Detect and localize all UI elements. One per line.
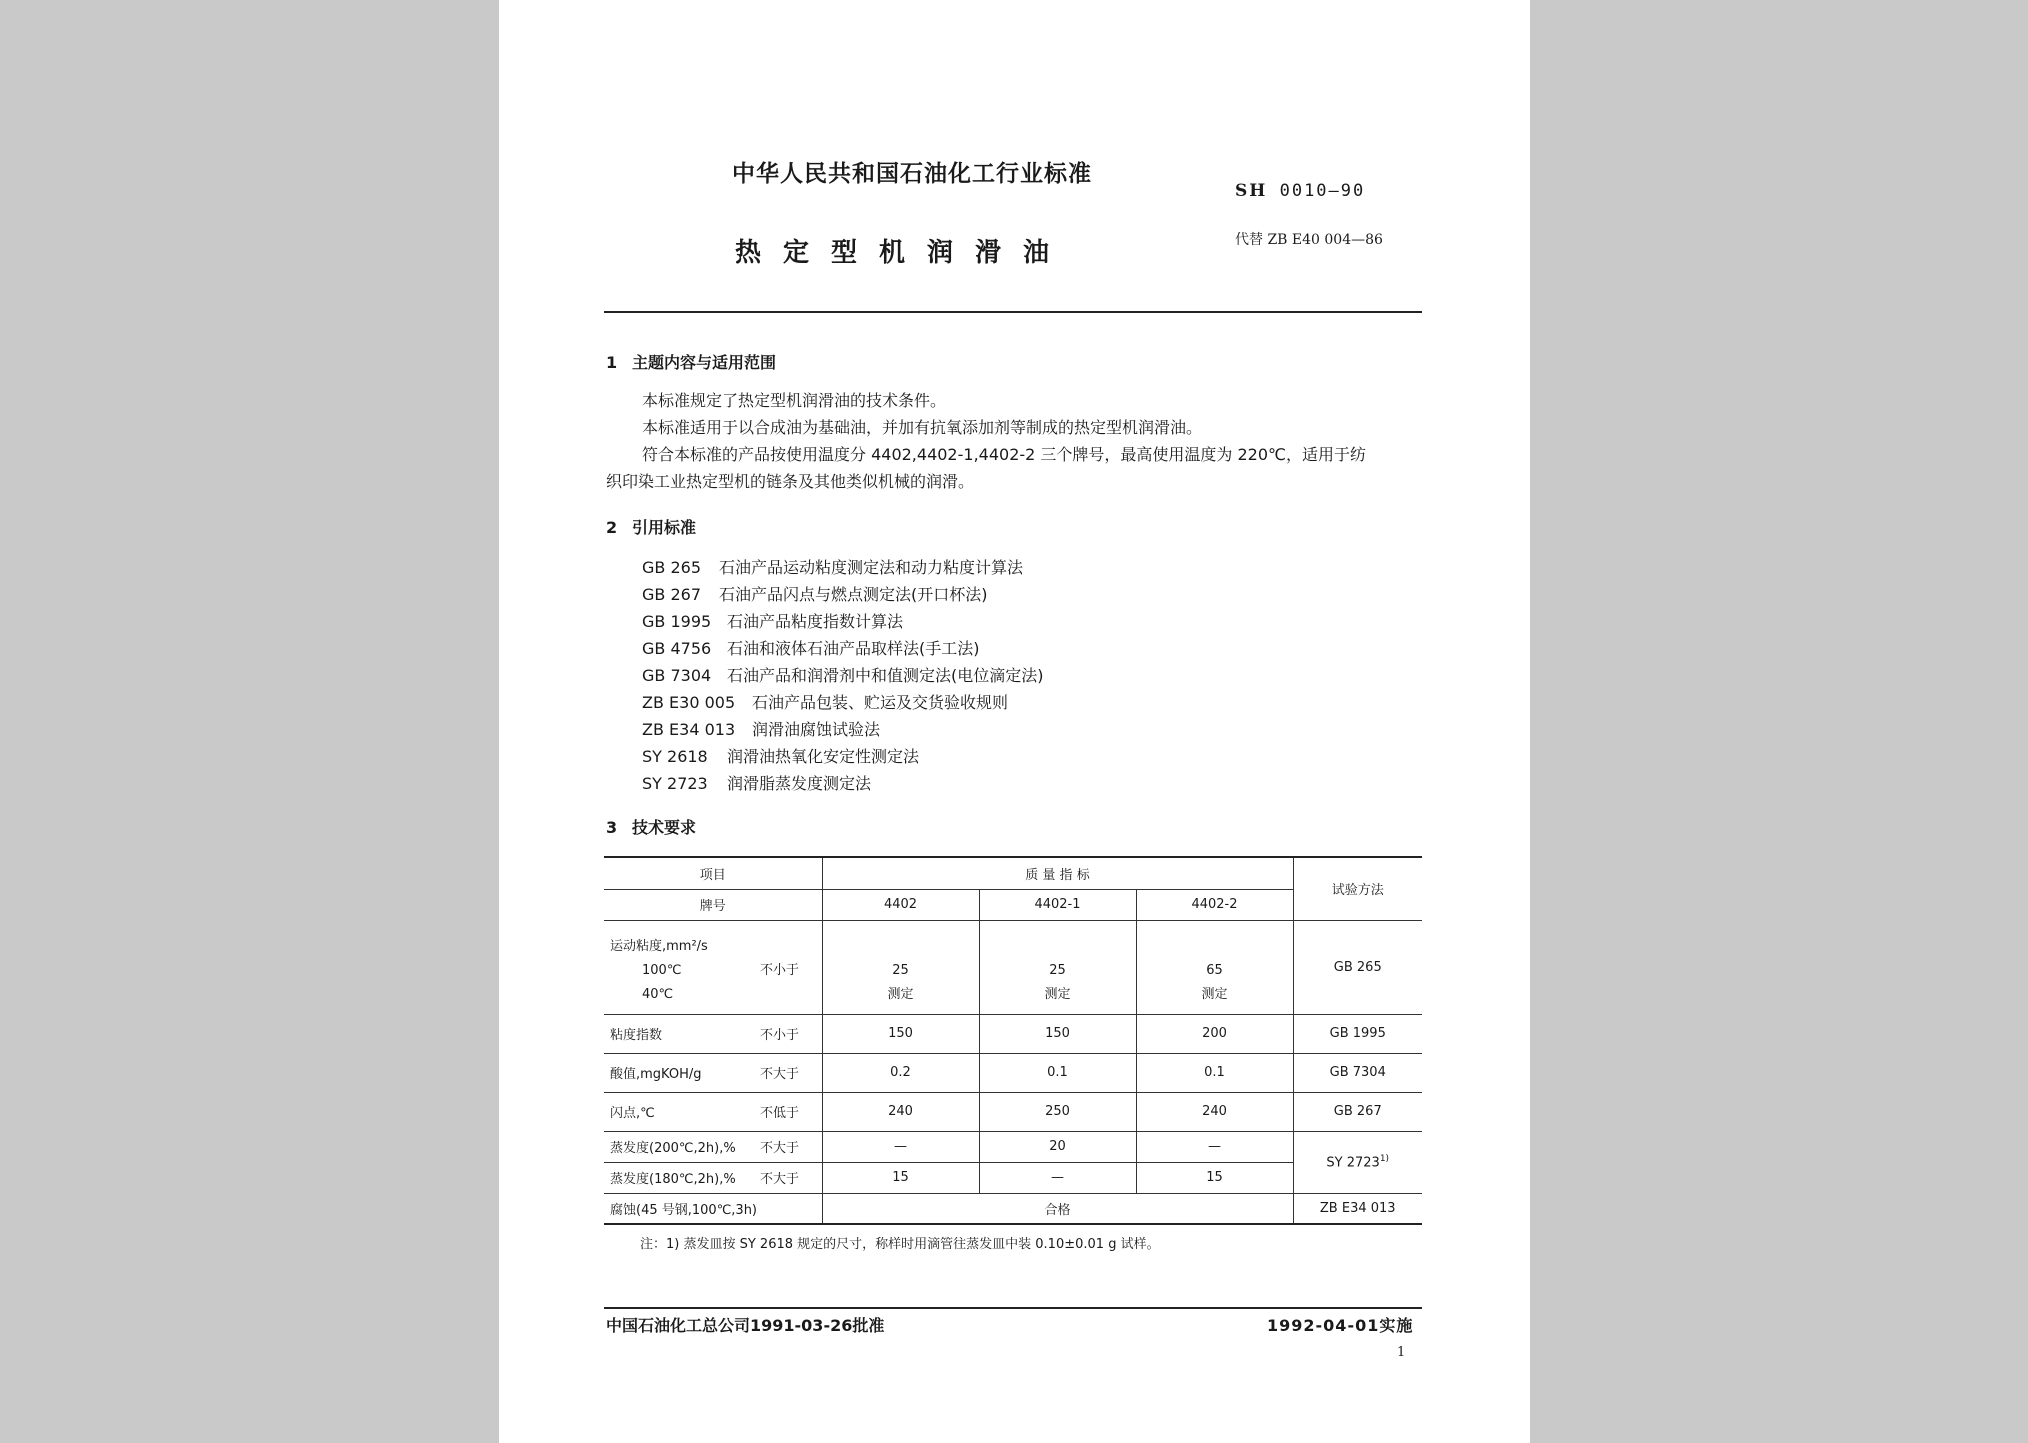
section-title: 技术要求 (632, 818, 697, 837)
method-cell: GB 267 (1293, 1092, 1422, 1131)
condition-label: 不小于 (760, 963, 800, 978)
table-footnote: 注：1) 蒸发皿按 SY 2618 规定的尺寸，称样时用滴管往蒸发皿中装 0.10±0.01 g 试样。 (640, 1237, 1160, 1252)
grade-cell: 4402-2 (1136, 889, 1293, 920)
reference-code: GB 265 (642, 558, 701, 577)
item-cell (604, 1053, 822, 1092)
document-page (499, 0, 1530, 1443)
value-cell: 合格 (822, 1193, 1293, 1224)
value: 65 (1206, 963, 1223, 978)
section-title: 引用标准 (632, 518, 697, 537)
item-label: 蒸发度(200℃,2h),% (610, 1141, 736, 1156)
condition-label: 不大于 (760, 1172, 800, 1187)
code-number: 0010—90 (1279, 181, 1366, 201)
value-cell: 250 (979, 1092, 1136, 1131)
technical-requirements-table (604, 856, 1422, 1225)
item-label: 运动粘度,mm²/s (610, 939, 708, 954)
header-item: 项目 (604, 857, 822, 889)
value-cell: 15 (1136, 1162, 1293, 1193)
reference-item (642, 555, 1023, 578)
value-cell: — (822, 1131, 979, 1162)
value-cell: 0.1 (979, 1053, 1136, 1092)
replaces-note: 代替 ZB E40 004—86 (1235, 232, 1383, 248)
table-row (604, 920, 1422, 1014)
paragraph: 本标准适用于以合成油为基础油，并加有抗氧添加剂等制成的热定型机润滑油。 (642, 418, 1203, 437)
item-cell (604, 1092, 822, 1131)
reference-item (642, 636, 980, 659)
table-row (604, 1131, 1422, 1162)
reference-code: ZB E34 013 (642, 720, 736, 739)
value-cell: 240 (822, 1092, 979, 1131)
value-cell: 0.1 (1136, 1053, 1293, 1092)
reference-item (642, 717, 880, 740)
reference-item (642, 663, 1044, 686)
reference-title: 石油产品和润滑剂中和值测定法(电位滴定法) (727, 666, 1044, 685)
paragraph: 本标准规定了热定型机润滑油的技术条件。 (642, 391, 947, 410)
header-test-method: 试验方法 (1293, 857, 1422, 920)
temp-label: 40℃ (642, 987, 674, 1002)
reference-code: ZB E30 005 (642, 693, 736, 712)
reference-code: GB 267 (642, 585, 701, 604)
section-number: 3 (606, 818, 618, 837)
item-label: 蒸发度(180℃,2h),% (610, 1172, 736, 1187)
condition-label: 不大于 (760, 1067, 800, 1082)
method-text: SY 2723 (1326, 1155, 1380, 1171)
reference-title: 润滑油腐蚀试验法 (752, 720, 881, 739)
section-2-heading (606, 515, 696, 538)
value-cell: 0.2 (822, 1053, 979, 1092)
reference-code: SY 2618 (642, 747, 708, 766)
table-row (604, 1193, 1422, 1224)
reference-title: 润滑脂蒸发度测定法 (727, 774, 872, 793)
reference-code: GB 1995 (642, 612, 712, 631)
value-cell: — (979, 1162, 1136, 1193)
reference-title: 石油产品包装、贮运及交货验收规则 (752, 693, 1009, 712)
item-label: 粘度指数 (610, 1028, 663, 1043)
grade-cell: 4402-1 (979, 889, 1136, 920)
temp-label: 100℃ (642, 963, 682, 978)
item-label: 闪点,℃ (610, 1106, 655, 1121)
method-cell: GB 7304 (1293, 1053, 1422, 1092)
table-row (604, 1014, 1422, 1053)
section-title: 主题内容与适用范围 (632, 353, 777, 372)
value-cell: 200 (1136, 1014, 1293, 1053)
reference-item (642, 582, 988, 605)
table-row (604, 1092, 1422, 1131)
section-1-heading (606, 350, 776, 373)
section-number: 1 (606, 353, 618, 372)
organization-title: 中华人民共和国石油化工行业标准 (732, 161, 1092, 187)
method-cell (1293, 1131, 1422, 1193)
value-cell: 150 (822, 1014, 979, 1053)
method-cell: GB 265 (1293, 920, 1422, 1014)
paragraph-continuation: 织印染工业热定型机的链条及其他类似机械的润滑。 (606, 472, 975, 491)
reference-code: GB 4756 (642, 639, 712, 658)
reference-title: 石油产品运动粘度测定法和动力粘度计算法 (719, 558, 1024, 577)
condition-label: 不低于 (760, 1106, 800, 1121)
value: 测定 (887, 987, 914, 1002)
implementation-date: 1992-04-01实施 (1267, 1316, 1414, 1335)
value-cell: — (1136, 1131, 1293, 1162)
table-header-row (604, 857, 1422, 889)
reference-code: SY 2723 (642, 774, 708, 793)
footnote-marker: 1) (1379, 1153, 1390, 1164)
header-grade: 牌号 (604, 889, 822, 920)
reference-title: 石油和液体石油产品取样法(手工法) (727, 639, 980, 658)
reference-title: 石油产品粘度指数计算法 (727, 612, 904, 631)
reference-item (642, 609, 903, 632)
header-quality-index: 质 量 指 标 (822, 857, 1293, 889)
reference-title: 石油产品闪点与燃点测定法(开口杯法) (719, 585, 988, 604)
reference-code: GB 7304 (642, 666, 712, 685)
value: 25 (1049, 963, 1066, 978)
value-cell: 20 (979, 1131, 1136, 1162)
document-title: 热定型机润滑油 (735, 238, 1072, 268)
value-cell: 150 (979, 1014, 1136, 1053)
value-cell (1136, 920, 1293, 1014)
footer-divider (604, 1307, 1422, 1309)
section-3-heading (606, 815, 696, 838)
paragraph: 符合本标准的产品按使用温度分 4402,4402-1,4402-2 三个牌号，最高使用温度为 220℃，适用于纺 (642, 445, 1367, 464)
reference-item (642, 744, 919, 767)
value: 测定 (1044, 987, 1071, 1002)
method-cell: GB 1995 (1293, 1014, 1422, 1053)
value: 测定 (1201, 987, 1228, 1002)
section-number: 2 (606, 518, 618, 537)
value: 25 (892, 963, 909, 978)
grade-cell: 4402 (822, 889, 979, 920)
value-cell (822, 920, 979, 1014)
page-number: 1 (1397, 1345, 1406, 1360)
reference-item (642, 690, 1008, 713)
standard-code (1235, 181, 1365, 201)
item-label: 酸值,mgKOH/g (610, 1067, 702, 1082)
item-label: 腐蚀(45 号钢,100℃,3h) (604, 1193, 822, 1224)
condition-label: 不大于 (760, 1141, 800, 1156)
reference-title: 润滑油热氧化安定性测定法 (727, 747, 920, 766)
item-cell (604, 1014, 822, 1053)
value-cell: 15 (822, 1162, 979, 1193)
item-cell (604, 1131, 822, 1162)
header-divider (604, 311, 1422, 313)
reference-item (642, 771, 871, 794)
value-cell: 240 (1136, 1092, 1293, 1131)
table-row (604, 1053, 1422, 1092)
method-cell: ZB E34 013 (1293, 1193, 1422, 1224)
approval-line: 中国石油化工总公司1991-03-26批准 (606, 1316, 885, 1335)
item-cell (604, 1162, 822, 1193)
code-prefix: SH (1235, 181, 1268, 201)
value-cell (979, 920, 1136, 1014)
item-cell (604, 920, 822, 1014)
condition-label: 不小于 (760, 1028, 800, 1043)
item-subrow (610, 959, 816, 983)
